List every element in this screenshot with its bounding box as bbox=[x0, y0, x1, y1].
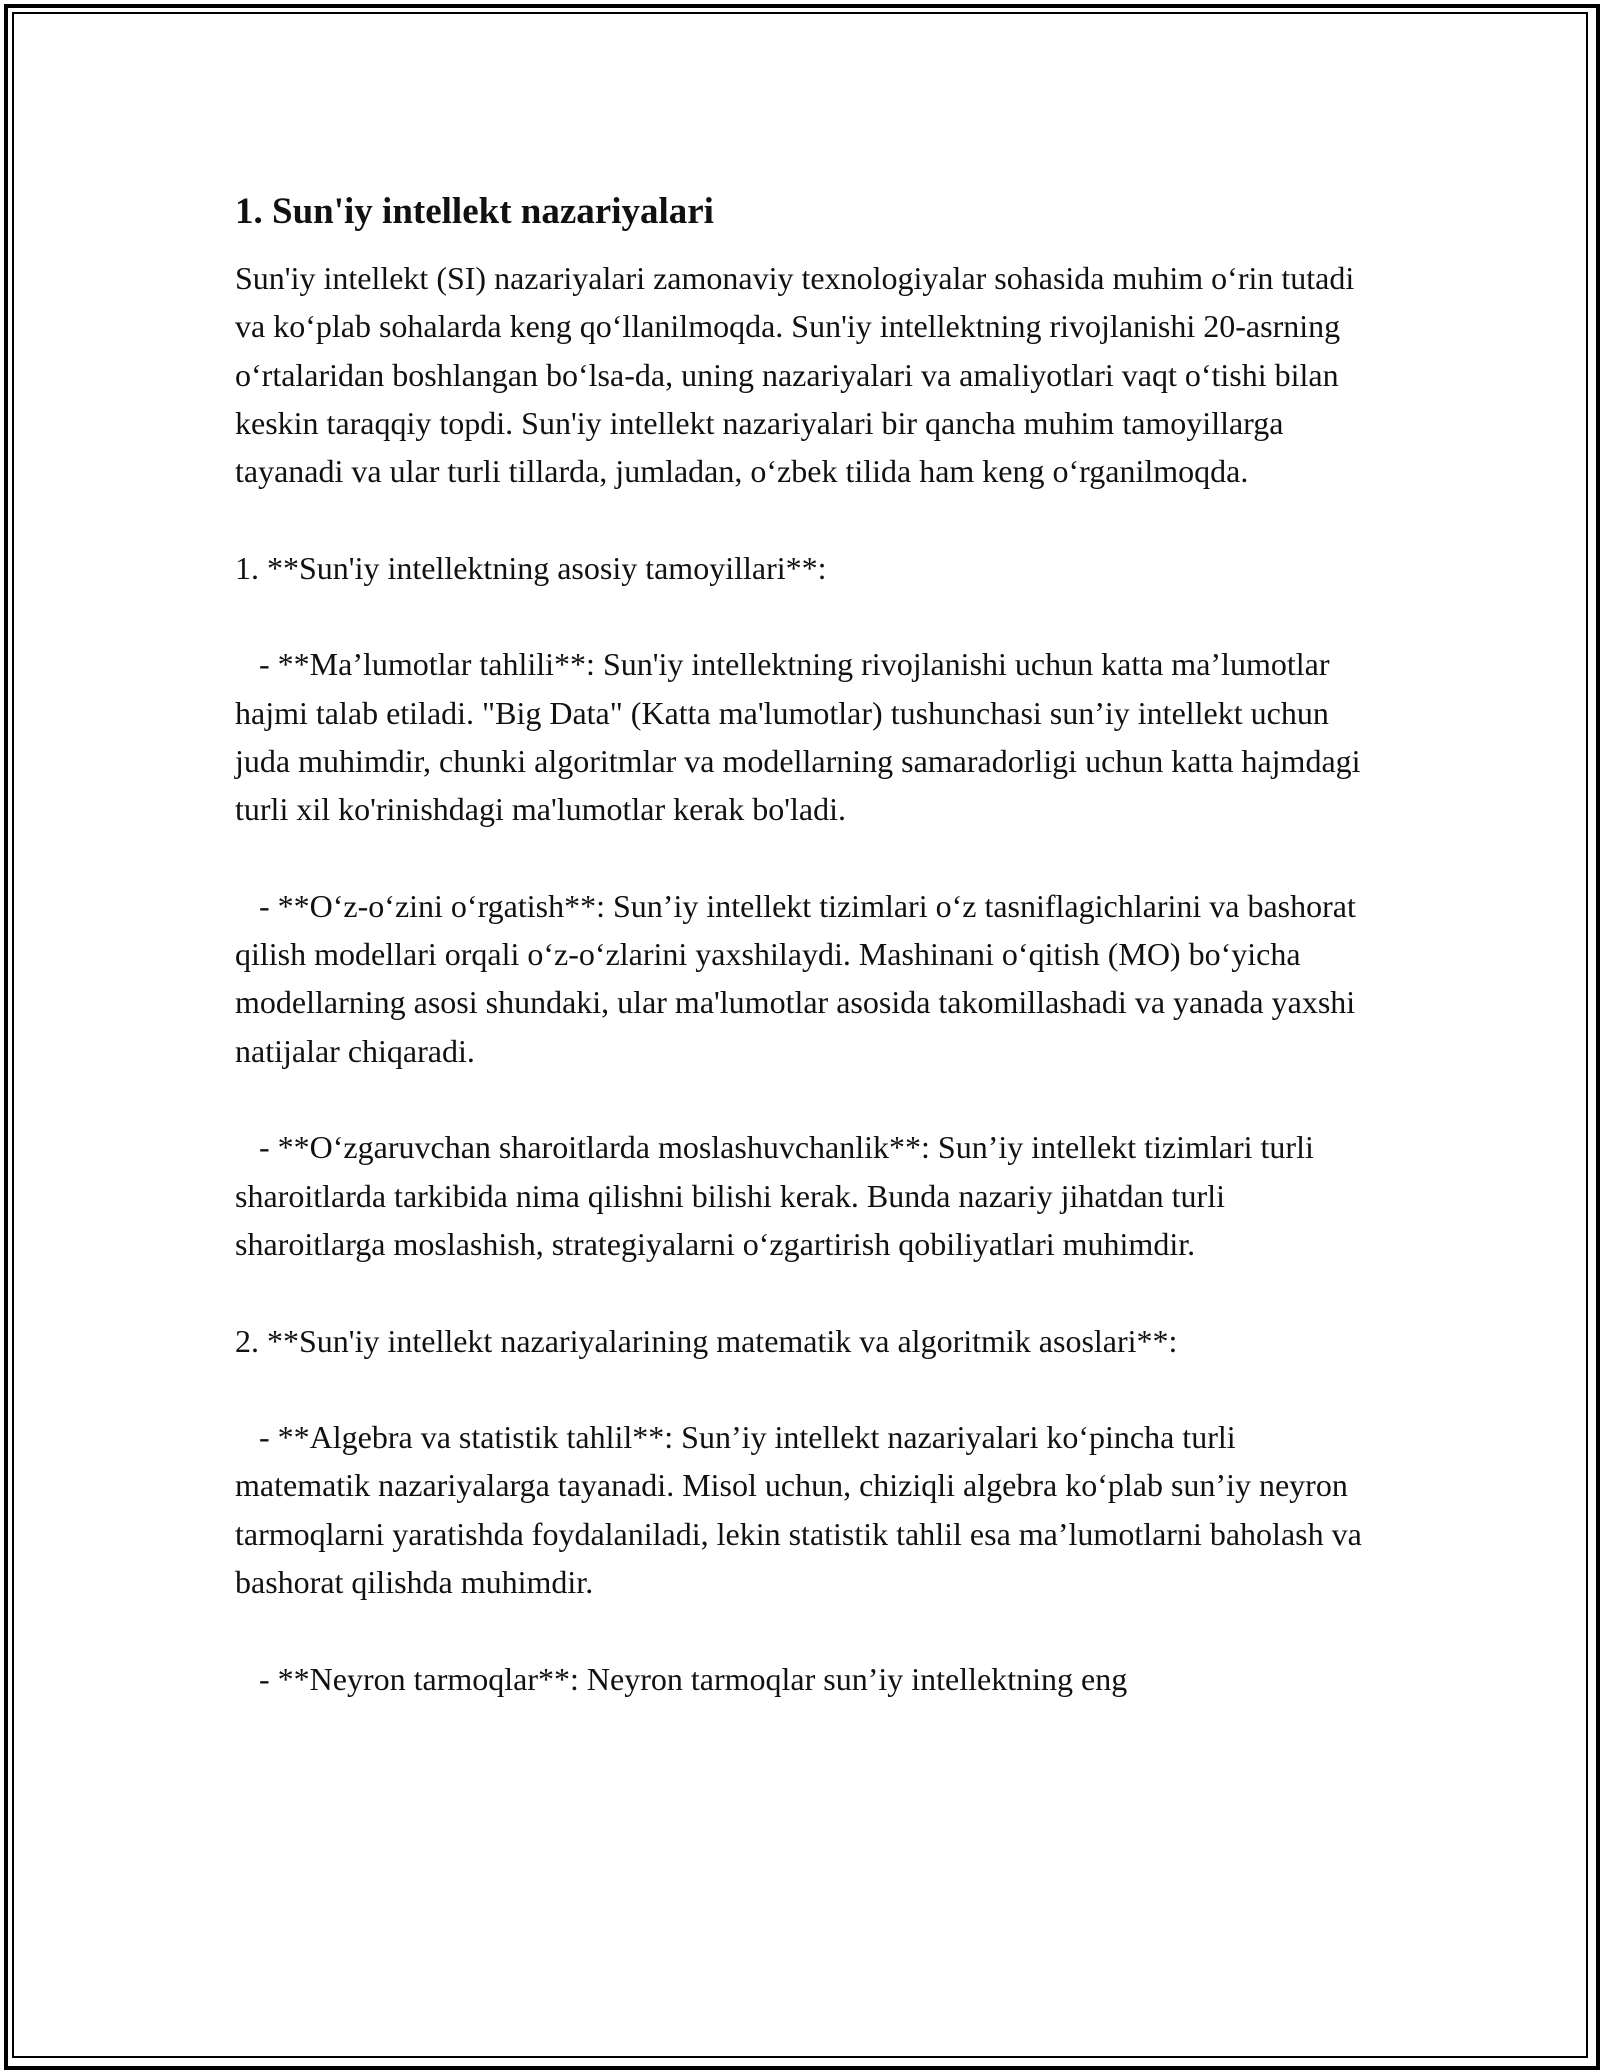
list-heading-principles: 1. **Sun'iy intellektning asosiy tamoyillari**: bbox=[235, 549, 827, 586]
list-item-self-learning: - **O‘z-o‘zini o‘rgatish**: Sun’iy intellekt tizimlari o‘z tasniflagichlarini va bashorat qilish modellari orqali o‘z-o‘zlarini yaxshilaydi. Mashinani o‘qitish (MO) bo‘yicha modellarning asosi shundaki, ular ma'lumotlar asosida takomillashadi va yanada yaxshi natijalar chiqaradi. bbox=[235, 887, 1364, 1069]
paragraph-gap bbox=[235, 1365, 1365, 1413]
list-item-neural-networks: - **Neyron tarmoqlar**: Neyron tarmoqlar sun’iy intellektning eng bbox=[235, 1660, 1128, 1697]
list-item-algebra-statistics: - **Algebra va statistik tahlil**: Sun’iy intellekt nazariyalari ko‘pincha turli matematik nazariyalarga tayanadi. Misol uchun, chiziqli algebra ko‘plab sun’iy neyron tarmoqlarni yaratishda foydalaniladi, lekin statistik tahlil esa ma’lumotlarni baholash va bashorat qilishda muhimdir. bbox=[235, 1419, 1370, 1601]
document-body bbox=[235, 186, 1370, 1703]
paragraph-gap bbox=[235, 1606, 1365, 1654]
intro-paragraph: Sun'iy intellekt (SI) nazariyalari zamonaviy texnologiyalar sohasida muhim o‘rin tutadi va ko‘plab sohalarda keng qo‘llanilmoqda. Sun'iy intellektning rivojlanishi 20-asrning o‘rtalaridan boshlangan bo‘lsa-da, uning nazariyalari va amaliyotlari vaqt o‘tishi bilan keskin taraqqiy topdi. Sun'iy intellekt nazariyalari bir qancha muhim tamoyillarga tayanadi va ular turli tillarda, jumladan, o‘zbek tilida ham keng o‘rganilmoqda. bbox=[235, 260, 1363, 490]
list-item-adaptability: - **O‘zgaruvchan sharoitlarda moslashuvchanlik**: Sun’iy intellekt tizimlari turli sharoitlarda tarkibida nima qilishni bilishi kerak. Bunda nazariy jihatdan turli sharoitlarga moslashish, strategiyalarni o‘zgartirish qobiliyatlari muhimdir. bbox=[235, 1129, 1322, 1262]
paragraph-gap bbox=[235, 1075, 1365, 1123]
list-heading-math-foundations: 2. **Sun'iy intellekt nazariyalarining matematik va algoritmik asoslari**: bbox=[235, 1322, 1178, 1359]
paragraph-gap bbox=[235, 1268, 1365, 1316]
list-item-data-analysis: - **Ma’lumotlar tahlili**: Sun'iy intellektning rivojlanishi uchun katta ma’lumotlar hajmi talab etiladi. "Big Data" (Katta ma'lumotlar) tushunchasi sun’iy intellekt uchun juda muhimdir, chunki algoritmlar va modellarning samaradorligi uchun katta hajmdagi turli xil ko'rinishdagi ma'lumotlar kerak bo'ladi. bbox=[235, 646, 1369, 828]
paragraph-gap bbox=[235, 592, 1365, 640]
section-title: 1. Sun'iy intellekt nazariyalari bbox=[235, 191, 714, 232]
paragraph-gap bbox=[235, 495, 1365, 543]
paragraph-gap bbox=[235, 834, 1365, 882]
